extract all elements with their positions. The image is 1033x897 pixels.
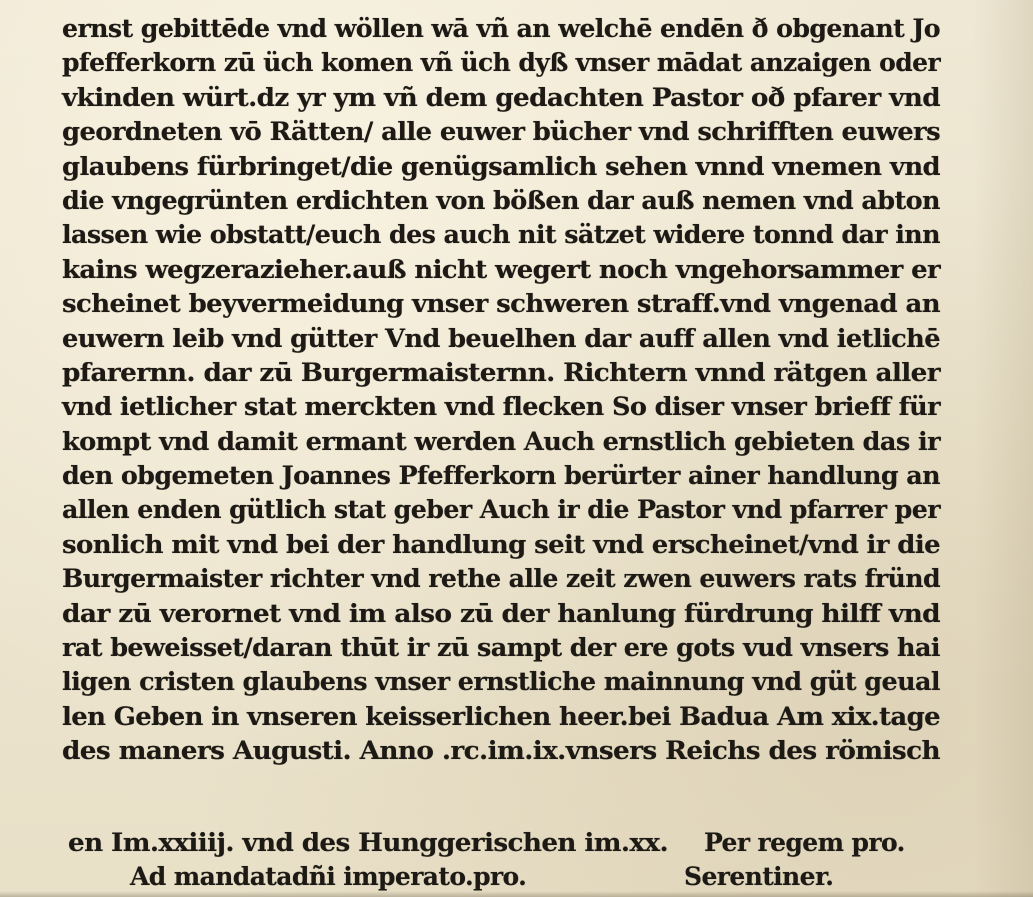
- text-line-18: dar zū verornet vnd im also zū der hanlung fürdrung hilff vnd: [62, 598, 941, 628]
- text-line-4: geordneten vō Rätten/ alle euwer bücher vnd schrifften euwers: [62, 117, 941, 147]
- per-regem-line: Per regem pro.: [704, 828, 905, 857]
- text-line-20: ligen cristen glaubens vnser ernstliche mainnung vnd güt geual: [62, 667, 940, 697]
- text-line-10: euwern leib vnd gütter Vnd beuelhen dar auff allen vnd ietlichē: [62, 323, 940, 353]
- text-line-1: ernst gebittēde vnd wöllen wā vñ an welchē endēn ð obgenant Jo: [62, 14, 940, 43]
- text-line-19: rat beweisset/daran thūt ir zū sampt der ere gots vud vnsers hai: [62, 633, 940, 663]
- text-line-16: sonlich mit vnd bei der handlung seit vnd erscheinet/vnd ir die: [62, 529, 940, 559]
- text-line-22: des maners Augusti. Anno .rc.im.ix.vnsers Reichs des römisch: [62, 736, 940, 766]
- text-line-13: kompt vnd damit ermant werden Auch ernstlich gebieten das ir: [62, 426, 941, 456]
- signer-name: Serentiner.: [684, 862, 834, 891]
- text-line-7: lassen wie obstatt/euch des auch nit sätzet widere tonnd dar inn: [62, 220, 940, 250]
- text-line-14: den obgemeten Joannes Pfefferkorn berürter ainer handlung an: [62, 461, 941, 491]
- footer-row-1: [62, 826, 947, 860]
- footer-row-2: [62, 860, 947, 894]
- text-line-8: kains wegzerazieher.auß nicht wegert noch vngehorsammer er: [62, 254, 941, 284]
- text-line-11: pfarernn. dar zū Burgermaisternn. Richtern vnnd rätgen aller: [62, 357, 940, 387]
- text-line-6: die vngegrünten erdichten von bößen dar auß nemen vnd abton: [62, 185, 940, 215]
- text-line-5: glaubens fürbringet/die genügsamlich sehen vnnd vnemen vnd: [62, 151, 940, 181]
- text-line-23: en Im.xxiiij. vnd des Hunggerischen im.xx.: [68, 828, 668, 857]
- text-line-3: vkinden würt.dz yr ym vñ dem gedachten Pastor oð pfarer vnd: [62, 82, 941, 112]
- text-line-15: allen enden gütlich stat geber Auch ir die Pastor vnd pfarrer per: [62, 495, 940, 525]
- page-bottom-shadow: [0, 891, 1033, 897]
- text-line-9: scheinet beyvermeidung vnser schweren straff.vnd vngenad an: [62, 289, 940, 319]
- decree-text-block: [62, 12, 947, 769]
- text-line-17: Burgermaister richter vnd rethe alle zeit zwen euwers rats fründ: [62, 564, 941, 594]
- ad-mandatum-line: Ad mandatadñi imperato.pro.: [130, 862, 527, 891]
- decree-footer: [62, 826, 947, 894]
- text-line-2: pfefferkorn zū üch komen vñ üch dyß vnser mādat anzaigen oder: [62, 48, 941, 78]
- page-edge-shadow: [973, 0, 1033, 897]
- text-line-21: len Geben in vnseren keisserlichen heer.bei Badua Am xix.tage: [62, 701, 940, 731]
- text-line-12: vnd ietlicher stat merckten vnd flecken So diser vnser brieff für: [62, 392, 940, 422]
